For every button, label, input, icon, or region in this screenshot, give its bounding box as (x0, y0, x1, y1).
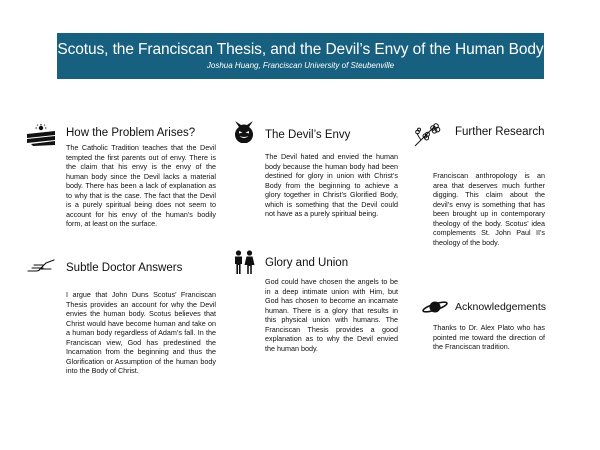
title-banner (57, 33, 544, 79)
envy-heading: The Devil’s Envy (265, 129, 351, 141)
doctor-heading: Subtle Doctor Answers (66, 262, 183, 274)
poster-title: Scotus, the Franciscan Thesis, and the Devil’s Envy of the Human Body (57, 41, 544, 58)
ack-body: Thanks to Dr. Alex Plato who has pointed me toward the direction of the Franciscan tradition. (433, 323, 545, 351)
poster-author: Joshua Huang, Franciscan University of Steubenville (206, 61, 395, 70)
research-heading: Further Research (455, 126, 545, 138)
ack-heading: Acknowledgements (455, 301, 547, 313)
research-body: Franciscan anthropology is an area that deserves much further digging. This claim about the devil’s envy is something that has been brought up in contemporary theology of the body. Scotus’ idea complements St. John Paul II’s theology of the body. (433, 171, 545, 247)
envy-body: The Devil hated and envied the human body because the human body had been destined for glory in union with Christ’s Body from the beginning to achieve a glory together in Christ’s Glorified Body, which is something that the Devil could not have as a purely spiritual being. (265, 152, 398, 218)
devil-face-icon (232, 119, 256, 143)
glory-body: God could have chosen the angels to be in a deep intimate union with Him, but God has chosen to become an incarnate human. There is a glory that results in this physical union with humans. The Franciscan Thesis provides a good explanation as to why the Devil envied the human body. (265, 277, 398, 353)
flower-branch-icon (413, 122, 441, 148)
problem-body: The Catholic Tradition teaches that the Devil tempted the first parents out of envy. There is the claim that his envy is the envy of the human body since the Devil lacks a material body. There has been a lack of explanation as to why that is the case. The fact that the Devil is a purely spiritual being does not seem to account for his envy of the human’s bodily form, at least on the surface. (66, 143, 216, 228)
glory-heading: Glory and Union (265, 257, 349, 269)
sunrise-landscape-icon (27, 124, 55, 146)
couple-icon (232, 250, 256, 274)
writing-hand-icon (27, 259, 55, 273)
problem-heading: How the Problem Arises? (66, 127, 196, 139)
doctor-body: I argue that John Duns Scotus’ Franciscan Thesis provides an account for why the Devil envies the human body. Scotus believes that Christ would have become human and take on a human body regardless of Adam’s fall. In the Franciscan view, God has predestined the Incarnation from the beginning and thus the Glorification or Assumption of the human body into the Body of Christ. (66, 290, 216, 375)
planet-icon (422, 299, 448, 315)
